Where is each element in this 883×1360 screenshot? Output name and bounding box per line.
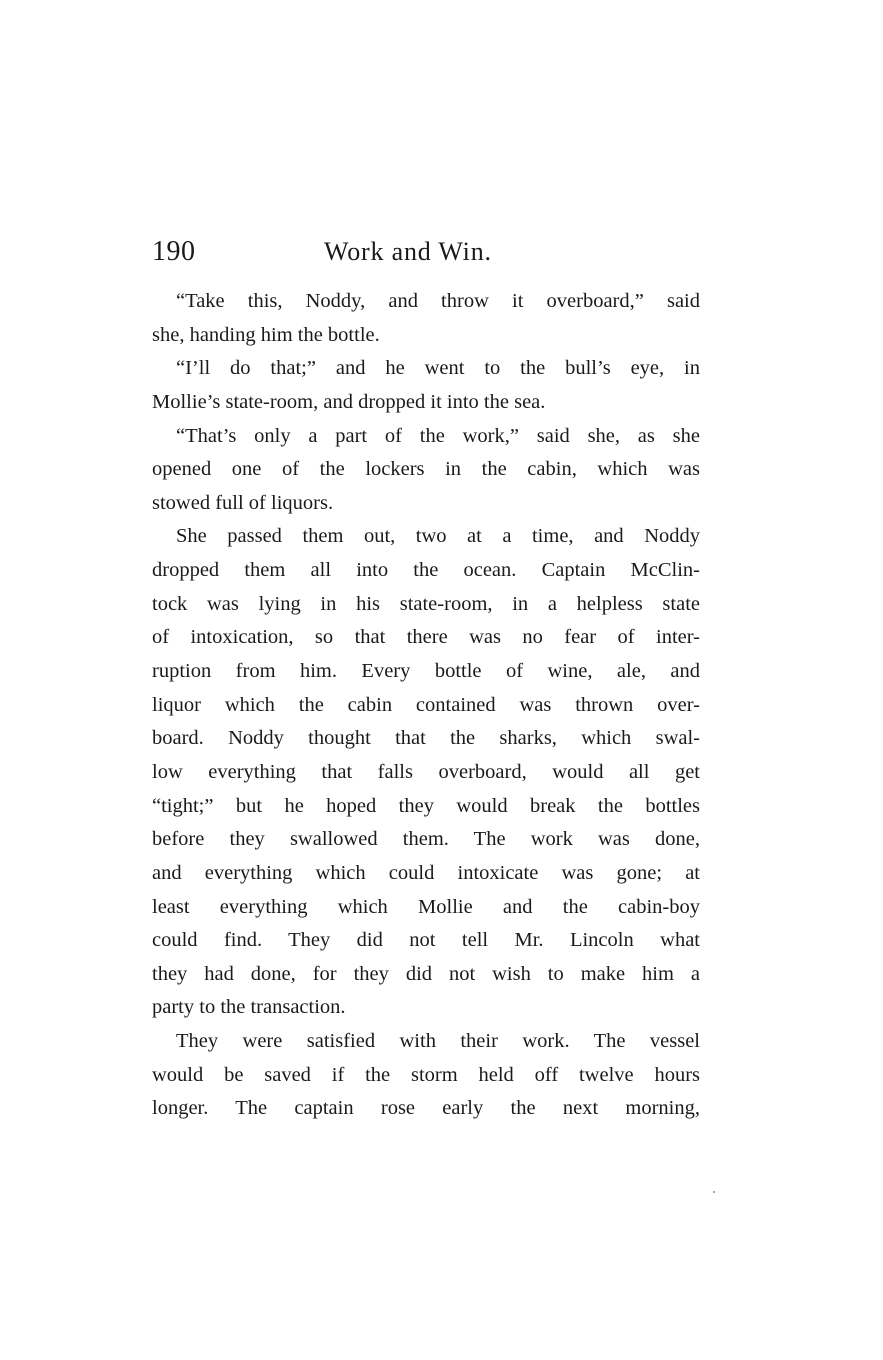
- text-line: could find. They did not tell Mr. Lincoln what: [152, 929, 700, 952]
- body-text: [152, 285, 700, 1126]
- text-line: they had done, for they did not wish to make him a: [152, 962, 700, 985]
- text-line: tock was lying in his state-room, in a helpless state: [152, 592, 700, 615]
- text-line: before they swallowed them. The work was done,: [152, 828, 700, 851]
- text-line: “tight;” but he hoped they would break the bottles: [152, 794, 700, 817]
- text-line: She passed them out, two at a time, and Noddy: [176, 525, 700, 548]
- text-line: liquor which the cabin contained was thrown over-: [152, 693, 700, 716]
- text-line: “That’s only a part of the work,” said she, as she: [176, 424, 700, 447]
- text-line: low everything that falls overboard, would all get: [152, 760, 700, 783]
- text-line: “Take this, Noddy, and throw it overboard,” said: [176, 290, 700, 312]
- page-header: [152, 232, 702, 272]
- text-line: of intoxication, so that there was no fear of inter-: [152, 626, 700, 649]
- text-line: board. Noddy thought that the sharks, which swal-: [152, 727, 700, 750]
- text-line: They were satisfied with their work. The vessel: [176, 1030, 700, 1053]
- text-line: “I’ll do that;” and he went to the bull’s eye, in: [176, 357, 700, 380]
- text-line: least everything which Mollie and the cabin-boy: [152, 895, 700, 918]
- page-number: 190: [152, 236, 196, 267]
- paper-speck: [713, 1191, 715, 1193]
- text-line: she, handing him the bottle.: [152, 323, 380, 346]
- text-line: longer. The captain rose early the next morning,: [152, 1097, 700, 1120]
- running-title: Work and Win.: [324, 237, 492, 266]
- text-line: stowed full of liquors.: [152, 491, 334, 514]
- text-line: and everything which could intoxicate was gone; at: [152, 861, 700, 884]
- text-line: ruption from him. Every bottle of wine, ale, and: [152, 660, 700, 683]
- text-line: Mollie’s state-room, and dropped it into the sea.: [152, 390, 546, 413]
- text-line: would be saved if the storm held off twelve hours: [152, 1063, 700, 1086]
- text-line: party to the transaction.: [152, 996, 346, 1019]
- text-line: dropped them all into the ocean. Captain McClin-: [152, 559, 700, 582]
- text-line: opened one of the lockers in the cabin, which was: [152, 458, 700, 481]
